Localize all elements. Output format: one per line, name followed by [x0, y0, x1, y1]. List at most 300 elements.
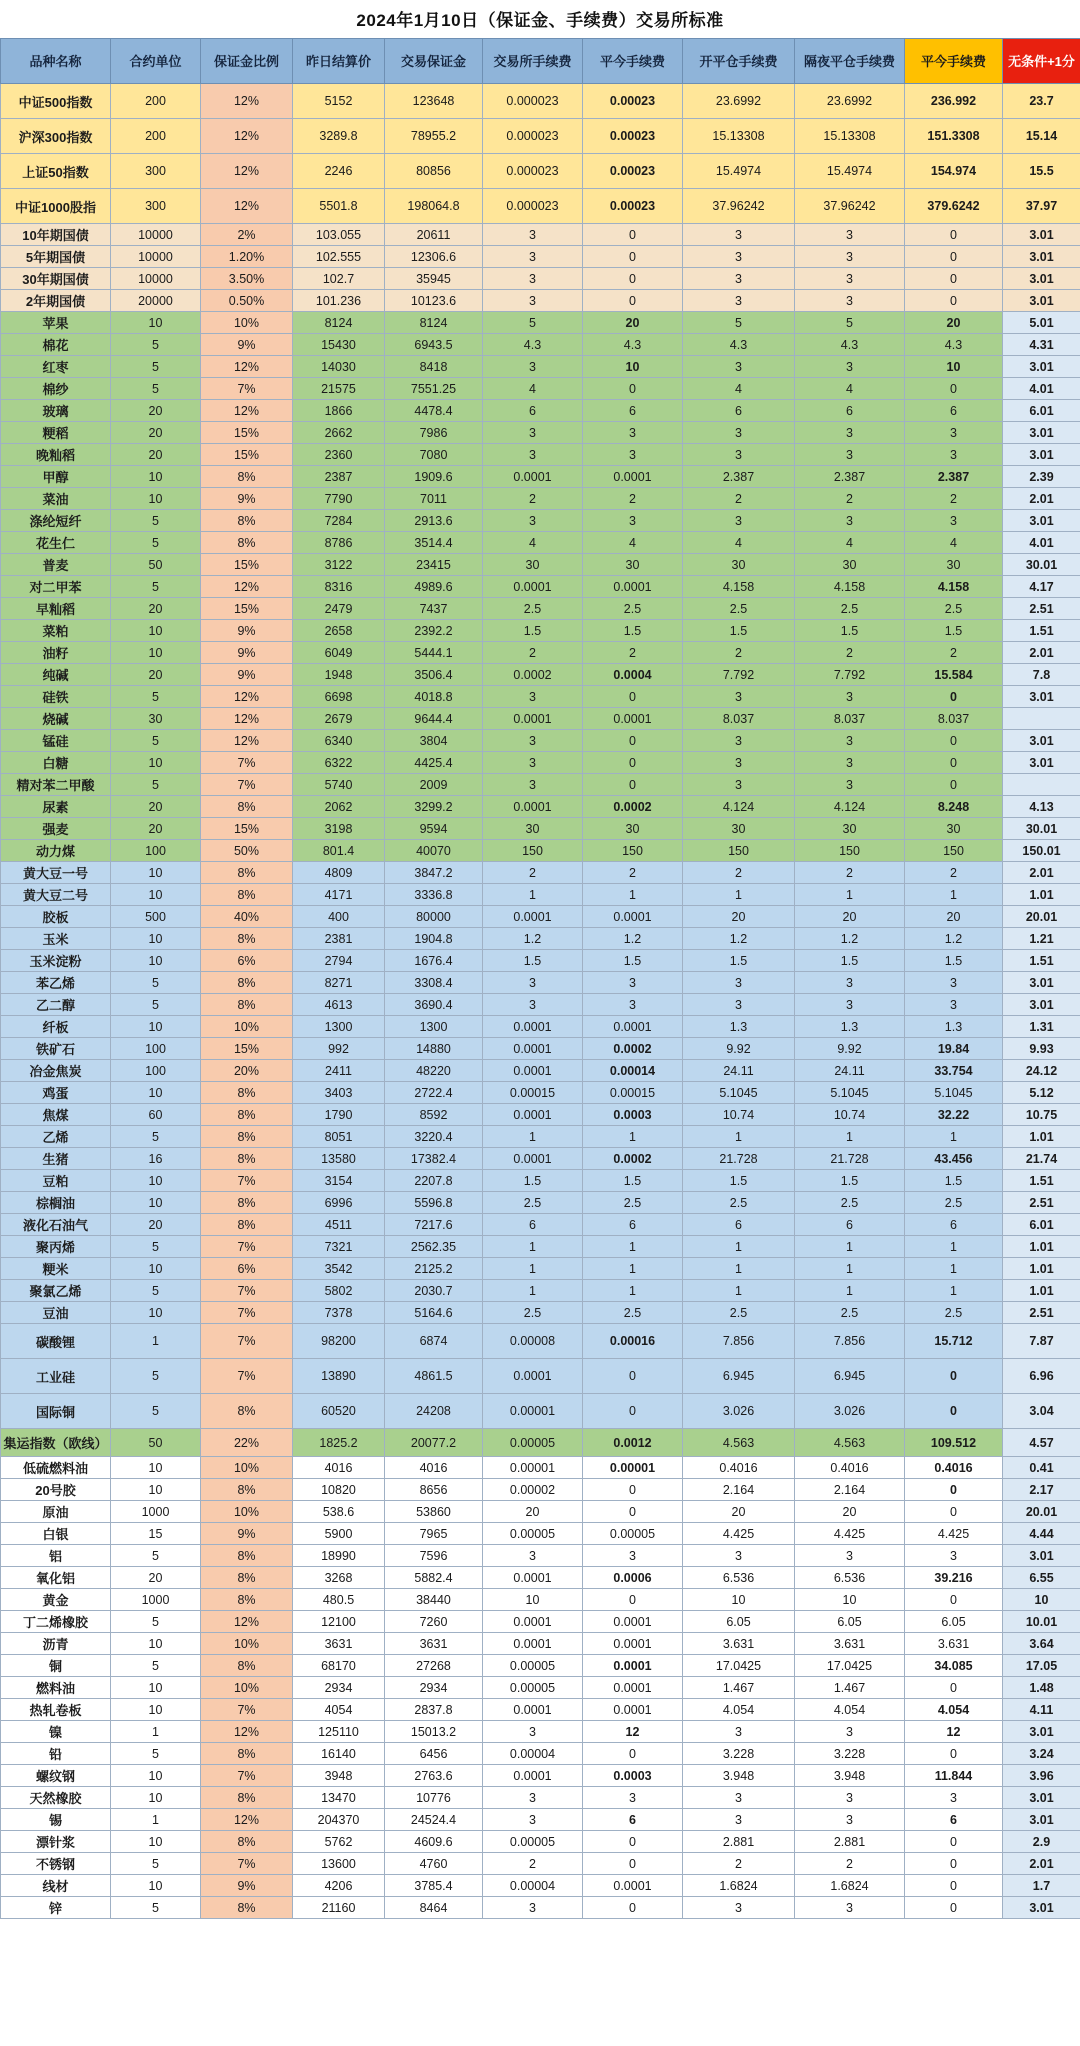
table-cell: 1 — [683, 1280, 795, 1302]
table-cell: 30 — [111, 708, 201, 730]
table-row — [1, 1655, 1080, 1677]
table-cell: 3 — [795, 290, 905, 312]
table-cell: 7% — [201, 752, 293, 774]
table-cell: 5 — [111, 1743, 201, 1765]
table-cell: 10 — [683, 1589, 795, 1611]
table-cell: 2% — [201, 224, 293, 246]
table-cell: 1.5 — [683, 950, 795, 972]
table-cell: 0 — [905, 1897, 1003, 1919]
table-cell: 0.0001 — [483, 1359, 583, 1394]
table-cell: 4.158 — [683, 576, 795, 598]
table-cell: 2.51 — [1003, 1302, 1080, 1324]
table-cell: 8% — [201, 1104, 293, 1126]
table-cell: 103.055 — [293, 224, 385, 246]
row-product-name: 普麦 — [1, 554, 111, 576]
table-cell: 8% — [201, 972, 293, 994]
table-cell: 2679 — [293, 708, 385, 730]
table-cell: 2.5 — [905, 1192, 1003, 1214]
table-cell: 3 — [483, 1721, 583, 1743]
col-header-6: 平今手续费 — [583, 39, 683, 84]
table-cell: 4.563 — [795, 1429, 905, 1457]
table-cell: 6943.5 — [385, 334, 483, 356]
table-row — [1, 1394, 1080, 1429]
table-cell: 150 — [483, 840, 583, 862]
table-cell: 7% — [201, 1853, 293, 1875]
table-cell: 0.0001 — [583, 1677, 683, 1699]
table-cell: 3 — [683, 1545, 795, 1567]
table-cell: 5 — [111, 1126, 201, 1148]
table-cell: 20 — [111, 818, 201, 840]
table-cell: 1.01 — [1003, 1280, 1080, 1302]
table-cell: 3.631 — [905, 1633, 1003, 1655]
table-cell: 0.000023 — [483, 119, 583, 154]
table-cell: 7.792 — [795, 664, 905, 686]
table-cell: 10.01 — [1003, 1611, 1080, 1633]
row-product-name: 棉花 — [1, 334, 111, 356]
table-cell: 1 — [795, 1126, 905, 1148]
table-row — [1, 664, 1080, 686]
table-cell: 4.57 — [1003, 1429, 1080, 1457]
table-row — [1, 1429, 1080, 1457]
table-cell: 0 — [905, 290, 1003, 312]
table-row — [1, 884, 1080, 906]
table-row — [1, 730, 1080, 752]
table-cell: 3 — [683, 224, 795, 246]
table-cell: 0.50% — [201, 290, 293, 312]
row-product-name: 铜 — [1, 1655, 111, 1677]
table-cell: 7% — [201, 378, 293, 400]
table-cell: 12100 — [293, 1611, 385, 1633]
row-product-name: 黄大豆二号 — [1, 884, 111, 906]
table-cell: 7% — [201, 1765, 293, 1787]
table-cell: 6322 — [293, 752, 385, 774]
table-cell: 10.74 — [795, 1104, 905, 1126]
table-cell: 2 — [905, 862, 1003, 884]
table-cell: 0.00016 — [583, 1324, 683, 1359]
table-cell: 10 — [111, 466, 201, 488]
table-cell: 0.0001 — [583, 1655, 683, 1677]
table-cell: 1948 — [293, 664, 385, 686]
table-cell: 7321 — [293, 1236, 385, 1258]
table-cell: 1.5 — [683, 1170, 795, 1192]
table-cell: 3 — [683, 1787, 795, 1809]
table-cell: 20 — [483, 1501, 583, 1523]
table-row — [1, 1677, 1080, 1699]
table-cell: 12% — [201, 400, 293, 422]
table-cell: 8% — [201, 862, 293, 884]
table-cell: 21160 — [293, 1897, 385, 1919]
table-cell: 3 — [683, 356, 795, 378]
table-row — [1, 1809, 1080, 1831]
table-cell: 1.5 — [905, 950, 1003, 972]
table-row — [1, 928, 1080, 950]
table-cell — [1003, 774, 1080, 796]
table-cell: 12% — [201, 154, 293, 189]
table-row — [1, 906, 1080, 928]
table-cell: 0 — [583, 268, 683, 290]
table-cell: 6 — [905, 1809, 1003, 1831]
table-cell: 15.13308 — [795, 119, 905, 154]
table-cell: 6.536 — [795, 1567, 905, 1589]
row-product-name: 国际铜 — [1, 1394, 111, 1429]
table-cell: 24.11 — [683, 1060, 795, 1082]
table-cell: 15.4974 — [795, 154, 905, 189]
table-cell: 24.11 — [795, 1060, 905, 1082]
table-cell: 6049 — [293, 642, 385, 664]
row-product-name: 花生仁 — [1, 532, 111, 554]
table-cell: 20.01 — [1003, 906, 1080, 928]
table-cell: 15.5 — [1003, 154, 1080, 189]
page-title: 2024年1月10日（保证金、手续费）交易所标准 — [356, 11, 724, 30]
table-cell: 5 — [111, 1236, 201, 1258]
table-cell: 5 — [111, 1394, 201, 1429]
table-cell: 2794 — [293, 950, 385, 972]
table-cell: 2837.8 — [385, 1699, 483, 1721]
row-product-name: 低硫燃料油 — [1, 1457, 111, 1479]
row-product-name: 不锈钢 — [1, 1853, 111, 1875]
row-product-name: 中证500指数 — [1, 84, 111, 119]
table-cell: 12% — [201, 1611, 293, 1633]
table-cell: 1 — [905, 1126, 1003, 1148]
table-cell: 3514.4 — [385, 532, 483, 554]
table-cell: 0.00023 — [583, 119, 683, 154]
table-cell: 4478.4 — [385, 400, 483, 422]
table-cell: 5.1045 — [795, 1082, 905, 1104]
table-cell: 3.01 — [1003, 290, 1080, 312]
table-cell: 7% — [201, 1324, 293, 1359]
table-cell: 9.92 — [683, 1038, 795, 1060]
table-cell: 198064.8 — [385, 189, 483, 224]
table-cell: 12% — [201, 119, 293, 154]
table-cell: 5 — [111, 774, 201, 796]
table-cell: 0.0002 — [583, 796, 683, 818]
table-cell: 2.387 — [795, 466, 905, 488]
table-cell: 2.01 — [1003, 488, 1080, 510]
table-cell: 0 — [905, 1677, 1003, 1699]
table-cell: 30 — [483, 554, 583, 576]
table-cell: 1.2 — [905, 928, 1003, 950]
table-cell: 3506.4 — [385, 664, 483, 686]
table-cell: 12% — [201, 686, 293, 708]
table-cell: 2381 — [293, 928, 385, 950]
table-cell: 8% — [201, 1743, 293, 1765]
table-cell: 2 — [683, 488, 795, 510]
table-cell: 20 — [795, 1501, 905, 1523]
table-cell: 6.05 — [795, 1611, 905, 1633]
table-row — [1, 1633, 1080, 1655]
table-cell: 8% — [201, 1831, 293, 1853]
table-cell: 3.01 — [1003, 224, 1080, 246]
table-cell: 102.555 — [293, 246, 385, 268]
table-cell: 15% — [201, 818, 293, 840]
row-product-name: 聚氯乙烯 — [1, 1280, 111, 1302]
table-cell: 0 — [583, 1394, 683, 1429]
table-cell: 3308.4 — [385, 972, 483, 994]
table-cell: 0.41 — [1003, 1457, 1080, 1479]
table-cell: 38440 — [385, 1589, 483, 1611]
table-cell: 50 — [111, 1429, 201, 1457]
row-product-name: 纯碱 — [1, 664, 111, 686]
table-row — [1, 1457, 1080, 1479]
table-cell: 0.00015 — [483, 1082, 583, 1104]
table-cell: 0 — [583, 290, 683, 312]
table-row — [1, 1324, 1080, 1359]
table-cell: 2.5 — [483, 1192, 583, 1214]
table-cell: 10 — [111, 752, 201, 774]
table-cell: 0.0001 — [483, 796, 583, 818]
table-cell: 2913.6 — [385, 510, 483, 532]
table-cell: 0 — [905, 730, 1003, 752]
row-product-name: 精对苯二甲酸 — [1, 774, 111, 796]
table-row — [1, 224, 1080, 246]
table-cell: 0 — [583, 1589, 683, 1611]
table-cell: 34.085 — [905, 1655, 1003, 1677]
table-cell: 16140 — [293, 1743, 385, 1765]
table-cell: 3 — [483, 290, 583, 312]
table-cell: 7217.6 — [385, 1214, 483, 1236]
table-cell: 3 — [795, 356, 905, 378]
table-cell: 3 — [583, 444, 683, 466]
table-cell: 4 — [683, 532, 795, 554]
table-cell: 20 — [683, 906, 795, 928]
table-cell: 4.158 — [795, 576, 905, 598]
table-cell: 2.387 — [683, 466, 795, 488]
table-cell: 3.631 — [683, 1633, 795, 1655]
table-cell: 0.0006 — [583, 1567, 683, 1589]
table-cell: 0.00005 — [483, 1429, 583, 1457]
table-cell: 4.44 — [1003, 1523, 1080, 1545]
table-row — [1, 1170, 1080, 1192]
row-product-name: 氧化铝 — [1, 1567, 111, 1589]
table-cell: 10% — [201, 1501, 293, 1523]
col-header-9: 平今手续费 — [905, 39, 1003, 84]
table-cell: 3.01 — [1003, 686, 1080, 708]
table-cell: 10 — [111, 1787, 201, 1809]
table-cell: 801.4 — [293, 840, 385, 862]
table-row — [1, 312, 1080, 334]
table-row — [1, 620, 1080, 642]
table-cell: 8% — [201, 1082, 293, 1104]
table-cell: 12% — [201, 730, 293, 752]
table-cell: 1.2 — [483, 928, 583, 950]
table-cell: 2562.35 — [385, 1236, 483, 1258]
table-cell: 3 — [795, 1721, 905, 1743]
table-cell: 3 — [483, 1787, 583, 1809]
table-row — [1, 1016, 1080, 1038]
table-cell: 0 — [583, 1897, 683, 1919]
table-cell: 9% — [201, 664, 293, 686]
table-cell: 6.945 — [795, 1359, 905, 1394]
table-cell: 3 — [683, 268, 795, 290]
table-row — [1, 1567, 1080, 1589]
row-product-name: 乙烯 — [1, 1126, 111, 1148]
table-cell: 8.037 — [683, 708, 795, 730]
table-cell: 10% — [201, 1633, 293, 1655]
table-cell: 3.01 — [1003, 730, 1080, 752]
table-cell: 2360 — [293, 444, 385, 466]
table-cell: 4 — [483, 532, 583, 554]
table-cell: 2 — [905, 488, 1003, 510]
table-cell: 3.01 — [1003, 752, 1080, 774]
col-header-10: 无条件+1分 — [1003, 39, 1080, 84]
table-cell: 4.054 — [683, 1699, 795, 1721]
table-cell: 4171 — [293, 884, 385, 906]
table-cell: 7% — [201, 1359, 293, 1394]
table-cell: 7080 — [385, 444, 483, 466]
table-cell: 13470 — [293, 1787, 385, 1809]
table-cell: 24208 — [385, 1394, 483, 1429]
table-cell: 0.0001 — [583, 466, 683, 488]
row-product-name: 中证1000股指 — [1, 189, 111, 224]
table-cell: 4.3 — [483, 334, 583, 356]
table-cell: 1.7 — [1003, 1875, 1080, 1897]
table-cell: 1.01 — [1003, 1258, 1080, 1280]
table-cell: 4 — [483, 378, 583, 400]
table-cell: 4.17 — [1003, 576, 1080, 598]
table-cell: 37.96242 — [683, 189, 795, 224]
row-product-name: 菜油 — [1, 488, 111, 510]
row-product-name: 对二甲苯 — [1, 576, 111, 598]
table-cell: 2.5 — [483, 1302, 583, 1324]
table-cell: 10 — [111, 884, 201, 906]
table-cell: 3 — [483, 246, 583, 268]
table-cell: 3.01 — [1003, 1721, 1080, 1743]
table-cell: 1.3 — [795, 1016, 905, 1038]
table-cell: 80000 — [385, 906, 483, 928]
table-cell: 17.0425 — [795, 1655, 905, 1677]
table-cell: 1.51 — [1003, 950, 1080, 972]
table-cell: 102.7 — [293, 268, 385, 290]
table-cell: 17.05 — [1003, 1655, 1080, 1677]
table-cell: 0 — [905, 1589, 1003, 1611]
row-product-name: 菜粕 — [1, 620, 111, 642]
table-cell: 2934 — [385, 1677, 483, 1699]
table-cell: 0.0001 — [483, 466, 583, 488]
table-cell: 2 — [483, 642, 583, 664]
table-cell: 8271 — [293, 972, 385, 994]
row-product-name: 豆油 — [1, 1302, 111, 1324]
table-cell: 12% — [201, 708, 293, 730]
table-cell: 3 — [483, 1545, 583, 1567]
table-cell: 4.3 — [905, 334, 1003, 356]
table-cell: 6% — [201, 950, 293, 972]
row-product-name: 碳酸锂 — [1, 1324, 111, 1359]
table-cell: 20.01 — [1003, 1501, 1080, 1523]
table-cell: 5.1045 — [905, 1082, 1003, 1104]
table-cell: 15.14 — [1003, 119, 1080, 154]
row-product-name: 乙二醇 — [1, 994, 111, 1016]
table-cell: 1.5 — [795, 950, 905, 972]
table-cell: 10.75 — [1003, 1104, 1080, 1126]
table-cell: 60 — [111, 1104, 201, 1126]
table-cell: 30 — [905, 818, 1003, 840]
table-row — [1, 1060, 1080, 1082]
table-cell: 6 — [683, 1214, 795, 1236]
table-cell: 6 — [683, 400, 795, 422]
table-cell: 1.2 — [583, 928, 683, 950]
row-product-name: 玻璃 — [1, 400, 111, 422]
table-cell: 9% — [201, 334, 293, 356]
table-cell: 5596.8 — [385, 1192, 483, 1214]
table-cell: 10 — [111, 1192, 201, 1214]
table-cell: 1 — [111, 1721, 201, 1743]
table-cell: 5882.4 — [385, 1567, 483, 1589]
table-cell: 37.97 — [1003, 189, 1080, 224]
table-cell: 5 — [111, 532, 201, 554]
table-cell: 8% — [201, 796, 293, 818]
table-cell: 80856 — [385, 154, 483, 189]
table-cell: 4.054 — [795, 1699, 905, 1721]
table-cell: 3 — [483, 730, 583, 752]
table-cell: 0.00005 — [583, 1523, 683, 1545]
table-cell: 0.00008 — [483, 1324, 583, 1359]
table-cell: 3.01 — [1003, 356, 1080, 378]
table-cell: 20 — [905, 312, 1003, 334]
table-cell: 50% — [201, 840, 293, 862]
table-cell: 0.000023 — [483, 84, 583, 119]
table-cell: 2030.7 — [385, 1280, 483, 1302]
col-header-0: 品种名称 — [1, 39, 111, 84]
table-cell: 30 — [583, 554, 683, 576]
table-cell: 0 — [583, 1853, 683, 1875]
table-cell: 5 — [111, 1853, 201, 1875]
table-cell: 30 — [905, 554, 1003, 576]
table-cell: 3 — [583, 972, 683, 994]
table-cell: 3 — [795, 752, 905, 774]
table-cell: 16 — [111, 1148, 201, 1170]
table-cell: 1.3 — [683, 1016, 795, 1038]
table-cell: 4.11 — [1003, 1699, 1080, 1721]
table-cell: 0 — [905, 774, 1003, 796]
row-product-name: 苹果 — [1, 312, 111, 334]
table-cell: 3.948 — [795, 1765, 905, 1787]
table-cell: 3 — [483, 994, 583, 1016]
table-cell: 0 — [905, 1831, 1003, 1853]
table-cell: 4.01 — [1003, 378, 1080, 400]
table-cell: 7437 — [385, 598, 483, 620]
row-product-name: 黄金 — [1, 1589, 111, 1611]
table-row — [1, 642, 1080, 664]
table-cell: 3 — [483, 510, 583, 532]
table-cell: 1.2 — [683, 928, 795, 950]
table-cell: 3403 — [293, 1082, 385, 1104]
table-cell: 3 — [683, 774, 795, 796]
table-cell: 0 — [583, 1501, 683, 1523]
table-cell: 2479 — [293, 598, 385, 620]
table-row — [1, 510, 1080, 532]
table-cell: 2.5 — [795, 598, 905, 620]
table-cell: 3 — [683, 994, 795, 1016]
table-cell: 7965 — [385, 1523, 483, 1545]
table-row — [1, 378, 1080, 400]
table-cell: 10% — [201, 1677, 293, 1699]
table-cell: 3 — [683, 1809, 795, 1831]
table-cell: 5444.1 — [385, 642, 483, 664]
table-cell: 10000 — [111, 224, 201, 246]
table-cell: 8% — [201, 466, 293, 488]
table-row — [1, 1501, 1080, 1523]
table-cell: 150 — [905, 840, 1003, 862]
table-cell: 500 — [111, 906, 201, 928]
exchange-standards-table — [0, 38, 1080, 1919]
table-cell: 10 — [111, 1016, 201, 1038]
table-cell: 1 — [905, 1280, 1003, 1302]
table-row — [1, 268, 1080, 290]
table-cell: 30 — [795, 818, 905, 840]
table-cell: 300 — [111, 154, 201, 189]
table-cell: 3 — [905, 1545, 1003, 1567]
table-cell: 2 — [683, 862, 795, 884]
